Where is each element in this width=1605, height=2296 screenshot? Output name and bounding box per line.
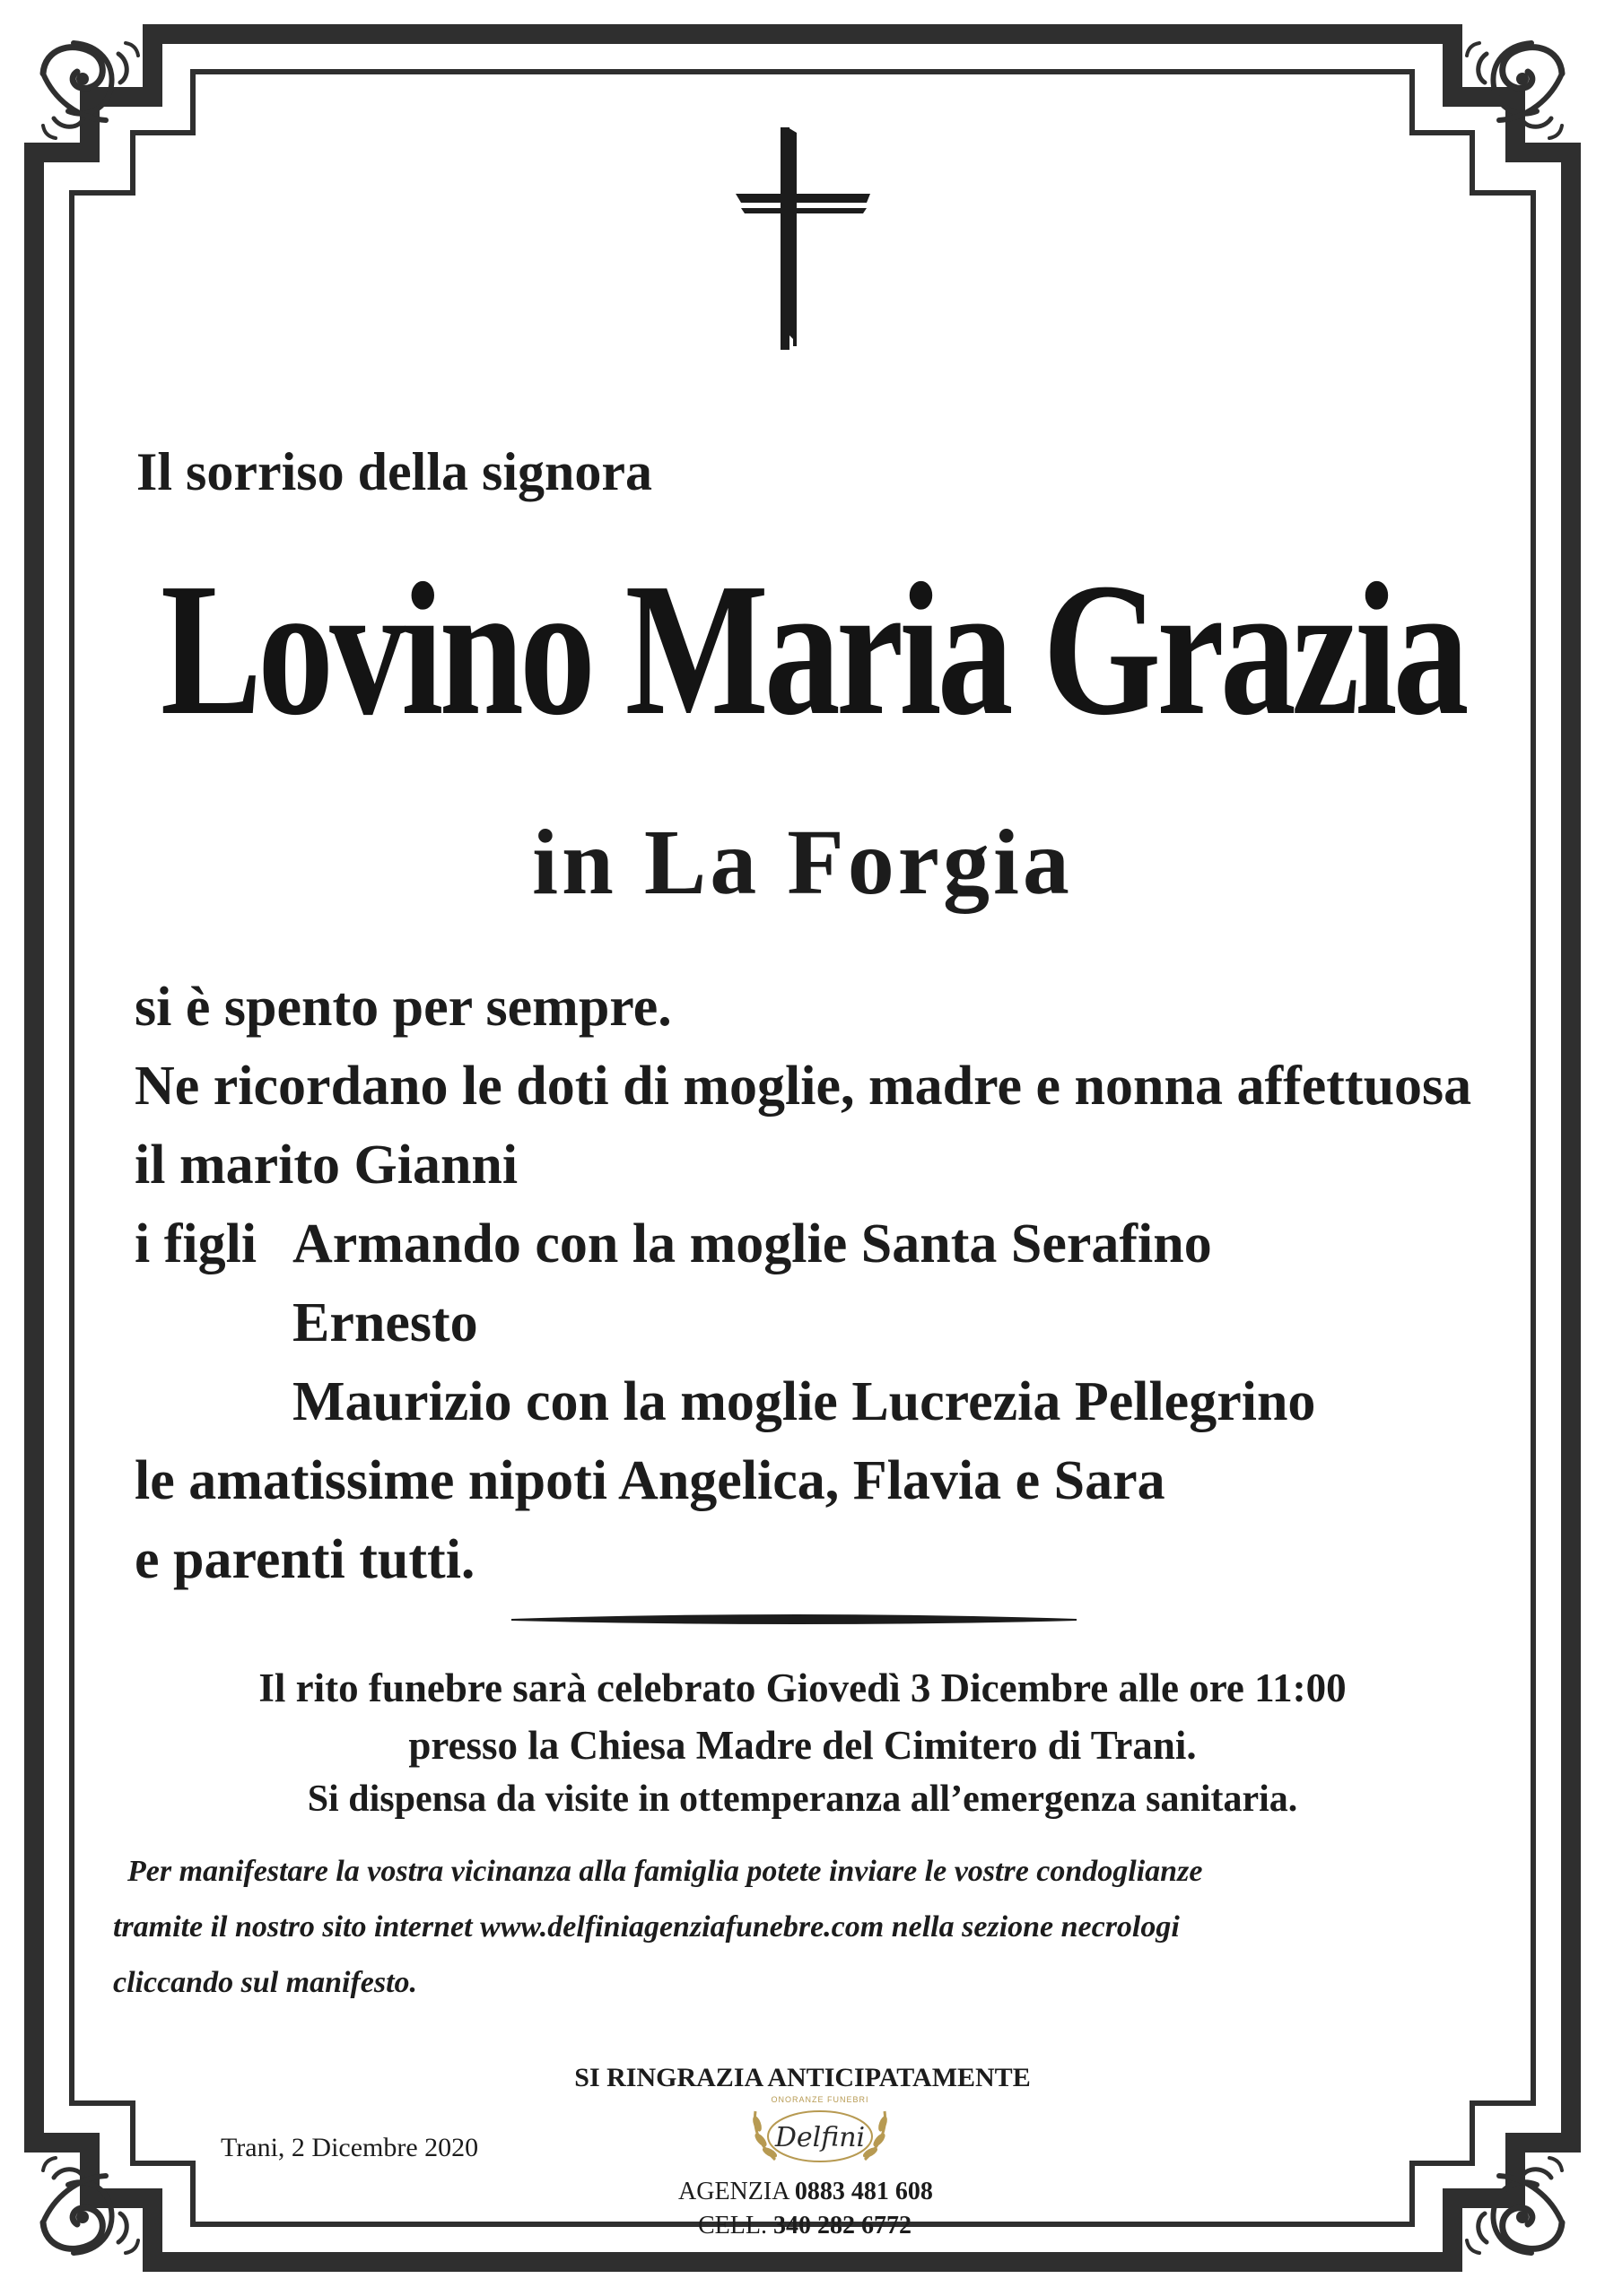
intro-text: Il sorriso della signora xyxy=(136,442,653,501)
married-name: in La Forgia xyxy=(532,811,1073,914)
phone-label: AGENZIA xyxy=(678,2178,789,2205)
condolence-line: Per manifestare la vostra vicinanza alla famiglia potete inviare le vostre condoglianze xyxy=(127,1855,1203,1888)
cell-number[interactable]: 340 282 6772 xyxy=(773,2212,912,2239)
logo-name: Delfini xyxy=(774,2122,866,2153)
body-line: Ernesto xyxy=(292,1292,478,1353)
body-line: Armando con la moglie Santa Serafino xyxy=(292,1213,1212,1274)
condolence-line: cliccando sul manifesto. xyxy=(113,1966,418,1999)
logo-caption: ONORANZE FUNEBRI xyxy=(771,2095,869,2104)
funeral-line: presso la Chiesa Madre del Cimitero di Trani. xyxy=(408,1723,1197,1768)
agency-logo xyxy=(739,2093,901,2170)
condolence-line: tramite il nostro sito internet www.delfiniagenziafunebre.com nella sezione necrologi xyxy=(113,1910,1180,1944)
body-line: le amatissime nipoti Angelica, Flavia e Sara xyxy=(135,1450,1165,1511)
agency-phone-row xyxy=(678,2178,933,2206)
separator-line xyxy=(511,1615,1077,1623)
cross-icon xyxy=(736,127,870,350)
body-line: il marito Gianni xyxy=(135,1135,519,1196)
deceased-name: Lovino Maria Grazia xyxy=(160,544,1465,754)
cell-label: CELL. xyxy=(698,2212,767,2239)
thanks-text: SI RINGRAZIA ANTICIPATAMENTE xyxy=(574,2063,1031,2092)
place-date: Trani, 2 Dicembre 2020 xyxy=(221,2133,479,2162)
funeral-line: Si dispensa da visite in ottemperanza all’emergenza sanitaria. xyxy=(307,1779,1298,1820)
body-line: e parenti tutti. xyxy=(135,1529,475,1590)
body-line: i figli xyxy=(135,1213,257,1274)
funeral-line: Il rito funebre sarà celebrato Giovedì 3 Dicembre alle ore 11:00 xyxy=(258,1665,1347,1710)
body-line: Maurizio con la moglie Lucrezia Pellegrino xyxy=(292,1371,1316,1432)
body-line: Ne ricordano le doti di moglie, madre e nonna affettuosa xyxy=(135,1056,1472,1117)
body-line: si è spento per sempre. xyxy=(135,977,672,1038)
agency-cell-row xyxy=(698,2212,912,2240)
phone-number[interactable]: 0883 481 608 xyxy=(794,2178,933,2205)
